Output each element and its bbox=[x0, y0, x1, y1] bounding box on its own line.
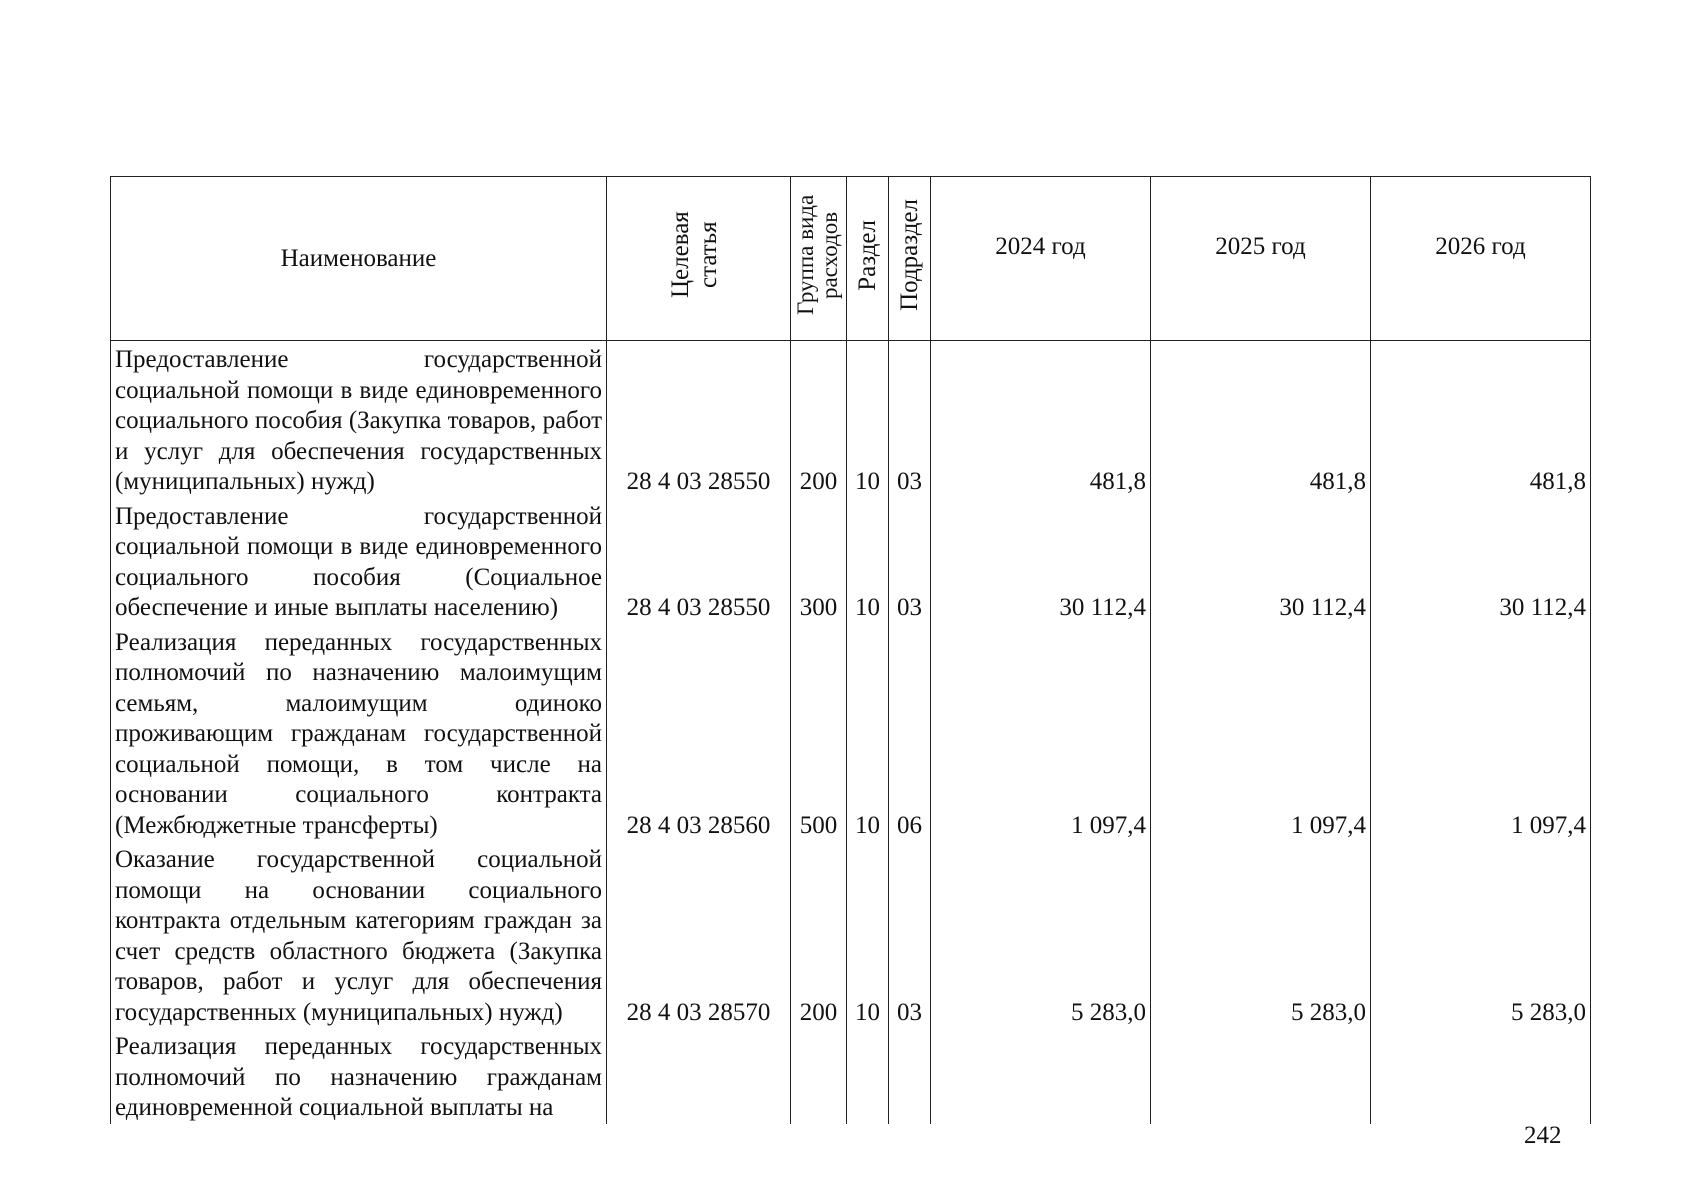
row-value-2025: 30 112,4 bbox=[1151, 498, 1371, 624]
row-section: 10 bbox=[847, 341, 889, 498]
row-subsection: 03 bbox=[889, 341, 931, 498]
row-value-2025: 1 097,4 bbox=[1151, 624, 1371, 842]
budget-table bbox=[110, 176, 1591, 1124]
page-number: 242 bbox=[1524, 1122, 1562, 1149]
table-row bbox=[111, 841, 1591, 1028]
row-value-2024: 30 112,4 bbox=[931, 498, 1151, 624]
row-name: Предоставление государственной социальной помощи в виде единовременного социального пособия (Закупка товаров, работ и услуг для обеспечения государственных (муниципальных) нужд) bbox=[111, 341, 607, 498]
row-name: Реализация переданных государственных полномочий по назначению гражданам единовременной социальной выплаты на bbox=[111, 1028, 607, 1124]
row-value-2026 bbox=[1371, 1028, 1591, 1124]
row-section: 10 bbox=[847, 498, 889, 624]
table-row bbox=[111, 341, 1591, 498]
row-target-article: 28 4 03 28570 bbox=[607, 841, 791, 1028]
row-value-2024 bbox=[931, 1028, 1151, 1124]
header-section: Раздел bbox=[847, 177, 889, 341]
header-expense-group: Группа вида расходов bbox=[791, 177, 847, 341]
row-target-article: 28 4 03 28560 bbox=[607, 624, 791, 842]
row-expense-group: 200 bbox=[791, 341, 847, 498]
row-value-2025: 481,8 bbox=[1151, 341, 1371, 498]
header-year-2025: 2025 год bbox=[1151, 177, 1371, 341]
row-subsection: 03 bbox=[889, 841, 931, 1028]
table-row bbox=[111, 1028, 1591, 1124]
row-target-article: 28 4 03 28550 bbox=[607, 341, 791, 498]
row-expense-group: 200 bbox=[791, 841, 847, 1028]
row-target-article: 28 4 03 28550 bbox=[607, 498, 791, 624]
row-name: Оказание государственной социальной помощи на основании социального контракта отдельным категориям граждан за счет средств областного бюджета (Закупка товаров, работ и услуг для обеспечения государственных (муниципальных) нужд) bbox=[111, 841, 607, 1028]
row-section: 10 bbox=[847, 841, 889, 1028]
row-subsection: 06 bbox=[889, 624, 931, 842]
row-value-2025 bbox=[1151, 1028, 1371, 1124]
row-expense-group: 300 bbox=[791, 498, 847, 624]
row-value-2024: 5 283,0 bbox=[931, 841, 1151, 1028]
row-expense-group bbox=[791, 1028, 847, 1124]
row-subsection bbox=[889, 1028, 931, 1124]
table-row bbox=[111, 498, 1591, 624]
table-row bbox=[111, 624, 1591, 842]
row-value-2026: 30 112,4 bbox=[1371, 498, 1591, 624]
header-year-2024: 2024 год bbox=[931, 177, 1151, 341]
row-value-2026: 481,8 bbox=[1371, 341, 1591, 498]
row-name: Предоставление государственной социальной помощи в виде единовременного социального пособия (Социальное обеспечение и иные выплаты населению) bbox=[111, 498, 607, 624]
header-name: Наименование bbox=[111, 177, 607, 341]
row-subsection: 03 bbox=[889, 498, 931, 624]
row-target-article bbox=[607, 1028, 791, 1124]
row-value-2024: 481,8 bbox=[931, 341, 1151, 498]
header-year-2026: 2026 год bbox=[1371, 177, 1591, 341]
table-header-row bbox=[111, 177, 1591, 341]
row-value-2026: 5 283,0 bbox=[1371, 841, 1591, 1028]
row-section: 10 bbox=[847, 624, 889, 842]
row-section bbox=[847, 1028, 889, 1124]
header-subsection: Подраздел bbox=[889, 177, 931, 341]
row-value-2025: 5 283,0 bbox=[1151, 841, 1371, 1028]
row-expense-group: 500 bbox=[791, 624, 847, 842]
row-value-2024: 1 097,4 bbox=[931, 624, 1151, 842]
row-value-2026: 1 097,4 bbox=[1371, 624, 1591, 842]
header-target-article: Целевая статья bbox=[607, 177, 791, 341]
row-name: Реализация переданных государственных полномочий по назначению малоимущим семьям, малоимущим одиноко проживающим гражданам государственной социальной помощи, в том числе на основании социального контракта (Межбюджетные трансферты) bbox=[111, 624, 607, 842]
